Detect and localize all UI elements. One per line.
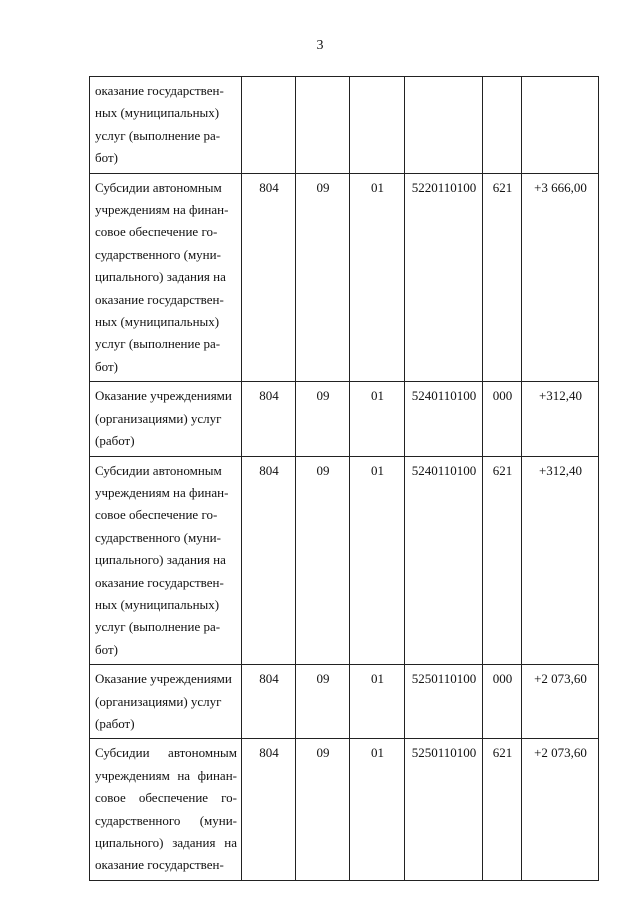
section-code-cell: 09 <box>296 739 350 880</box>
row-name-line: Субсидии автономным <box>95 745 237 761</box>
target-article-code-cell: 5240110100 <box>405 382 483 456</box>
target-article-code-cell <box>405 77 483 174</box>
row-name-line: оказание государствен- <box>95 291 224 307</box>
subsection-code-cell: 01 <box>350 456 405 665</box>
row-name-line: сударственного (муни- <box>95 812 237 828</box>
section-code-cell: 09 <box>296 665 350 739</box>
department-code-cell: 804 <box>242 382 296 456</box>
budget-table <box>89 76 599 881</box>
department-code-cell: 804 <box>242 173 296 382</box>
amount-cell: +3 666,00 <box>522 173 599 382</box>
row-name-cell <box>90 665 242 739</box>
target-article-code-cell: 5240110100 <box>405 456 483 665</box>
table-row <box>90 665 599 739</box>
row-name-line: совое обеспечение го- <box>95 507 218 523</box>
expense-type-code-cell: 621 <box>483 173 522 382</box>
row-name-line: ципального) задания на <box>95 269 226 285</box>
row-name-cell <box>90 382 242 456</box>
amount-cell <box>522 77 599 174</box>
target-article-code-cell: 5250110100 <box>405 665 483 739</box>
expense-type-code-cell: 621 <box>483 739 522 880</box>
department-code-cell: 804 <box>242 456 296 665</box>
page-number: 3 <box>316 38 324 53</box>
table-row <box>90 382 599 456</box>
row-name-cell <box>90 77 242 174</box>
department-code-cell: 804 <box>242 739 296 880</box>
row-name-line: оказание государствен- <box>95 574 224 590</box>
expense-type-code-cell: 000 <box>483 382 522 456</box>
row-name-cell <box>90 173 242 382</box>
amount-cell: +2 073,60 <box>522 739 599 880</box>
amount-cell: +312,40 <box>522 456 599 665</box>
section-code-cell <box>296 77 350 174</box>
subsection-code-cell: 01 <box>350 173 405 382</box>
row-name-line: бот) <box>95 641 118 657</box>
subsection-code-cell: 01 <box>350 665 405 739</box>
row-name-line: ных (муниципальных) <box>95 105 220 121</box>
row-name-line: (организациями) услуг <box>95 410 222 426</box>
table-row <box>90 173 599 382</box>
row-name-line: ципального) задания на <box>95 835 237 850</box>
subsection-code-cell: 01 <box>350 382 405 456</box>
row-name-line: ципального) задания на <box>95 552 226 568</box>
row-name-line: ных (муниципальных) <box>95 314 220 330</box>
row-name-line: совое обеспечение го- <box>95 224 218 240</box>
amount-cell: +312,40 <box>522 382 599 456</box>
row-name-line: совое обеспечение го- <box>95 790 237 806</box>
table-row <box>90 456 599 665</box>
row-name-line: учреждениям на финан- <box>95 484 229 500</box>
target-article-code-cell: 5220110100 <box>405 173 483 382</box>
expense-type-code-cell: 621 <box>483 456 522 665</box>
row-name-line: ных (муниципальных) <box>95 596 220 612</box>
row-name-line: учреждениям на финан- <box>95 767 237 783</box>
row-name-line: (работ) <box>95 433 135 449</box>
table-row <box>90 77 599 174</box>
section-code-cell: 09 <box>296 173 350 382</box>
subsection-code-cell: 01 <box>350 739 405 880</box>
amount-cell: +2 073,60 <box>522 665 599 739</box>
row-name-line: Субсидии автономным <box>95 179 222 195</box>
expense-type-code-cell: 000 <box>483 665 522 739</box>
row-name-line: Оказание учреждениями <box>95 671 232 687</box>
subsection-code-cell <box>350 77 405 174</box>
expense-type-code-cell <box>483 77 522 174</box>
budget-table-body <box>90 77 599 881</box>
row-name-line: сударственного (муни- <box>95 529 221 545</box>
row-name-line: Оказание учреждениями <box>95 388 232 404</box>
row-name-line: бот) <box>95 358 118 374</box>
row-name-line: бот) <box>95 150 118 166</box>
row-name-line: оказание государствен- <box>95 83 224 98</box>
table-row <box>90 739 599 880</box>
row-name-cell <box>90 456 242 665</box>
department-code-cell: 804 <box>242 665 296 739</box>
row-name-line: оказание государствен- <box>95 857 224 873</box>
row-name-line: услуг (выполнение ра- <box>95 127 221 143</box>
row-name-line: (работ) <box>95 715 135 731</box>
department-code-cell <box>242 77 296 174</box>
section-code-cell: 09 <box>296 456 350 665</box>
row-name-line: учреждениям на финан- <box>95 202 229 218</box>
row-name-cell <box>90 739 242 880</box>
row-name-line: (организациями) услуг <box>95 693 222 709</box>
row-name-line: услуг (выполнение ра- <box>95 619 221 635</box>
target-article-code-cell: 5250110100 <box>405 739 483 880</box>
row-name-line: услуг (выполнение ра- <box>95 336 221 352</box>
section-code-cell: 09 <box>296 382 350 456</box>
row-name-line: Субсидии автономным <box>95 462 222 478</box>
row-name-line: сударственного (муни- <box>95 246 221 262</box>
